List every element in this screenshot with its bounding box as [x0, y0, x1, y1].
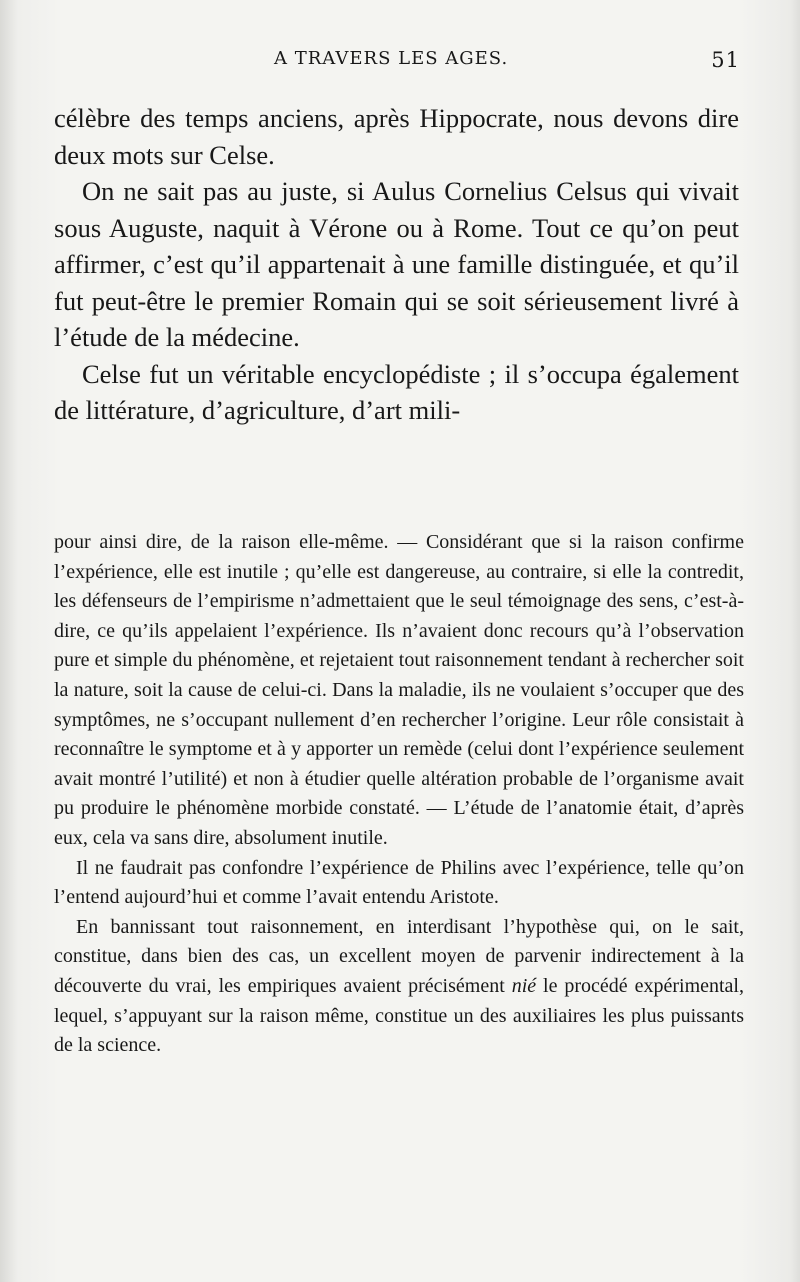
running-header	[54, 46, 740, 76]
page-number: 51	[711, 48, 740, 72]
footnotes	[54, 528, 744, 1061]
footnote-paragraph: pour ainsi dire, de la raison elle-même. — Considérant que si la raison confirme l’expérience, elle est inutile ; qu’elle est dangereuse, au contraire, si elle la contredit, les défenseurs de l’empirisme n’admettaient que le seul témoignage des sens, c’est-à-dire, ce qu’ils appelaient l’expérience. Ils n’avaient donc recours qu’à l’observation pure et simple du phénomène, et rejetaient tout raisonnement tendant à rechercher soit la nature, soit la cause de celui-ci. Dans la maladie, ils ne voulaient s’occuper que des symptômes, ne s’occupant nullement d’en rechercher l’origine. Leur rôle consistait à reconnaître le symptome et à y apporter un remède (celui dont l’expérience seulement avait montré l’utilité) et non à étudier quelle altération probable de l’organisme avait pu produire le phénomène morbide constaté. — L’étude de l’anatomie était, d’après eux, cela va sans dire, absolument inutile.	[54, 531, 744, 849]
paragraph: célèbre des temps anciens, après Hippocrate, nous devons dire deux mots sur Celse.	[54, 103, 739, 170]
paragraph: Celse fut un véritable encyclopédiste ; il s’occupa également de littérature, d’agriculture, d’art mili-	[54, 358, 739, 425]
main-text	[54, 100, 739, 429]
paragraph: On ne sait pas au juste, si Aulus Cornelius Celsus qui vivait sous Auguste, naquit à Vérone ou à Rome. Tout ce qu’on peut affirmer, c’est qu’il appartenait à une famille distinguée, et qu’il fut peut-être le premier Romain qui se soit sérieusement livré à l’étude de la médecine.	[54, 176, 739, 352]
italic-word: nié	[511, 974, 537, 997]
running-title: A TRAVERS LES AGES.	[274, 48, 509, 69]
footnote-text: En bannissant tout raisonnement, en interdisant l’hypothèse qui, on le sait, constitue, dans bien des cas, un excellent moyen de parvenir indirectement à la découverte du vrai, les empiriques avaient précisément	[54, 915, 744, 997]
footnote-paragraph: Il ne faudrait pas confondre l’expérience de Philins avec l’expérience, telle qu’on l’entend aujourd’hui et comme l’avait entendu Aristote.	[54, 856, 744, 909]
footnote-paragraph	[54, 913, 744, 1061]
footnote-text: le procédé expérimental, lequel, s’appuyant sur la raison même, constitue un des auxiliaires les plus puissants de la science.	[54, 974, 744, 1057]
